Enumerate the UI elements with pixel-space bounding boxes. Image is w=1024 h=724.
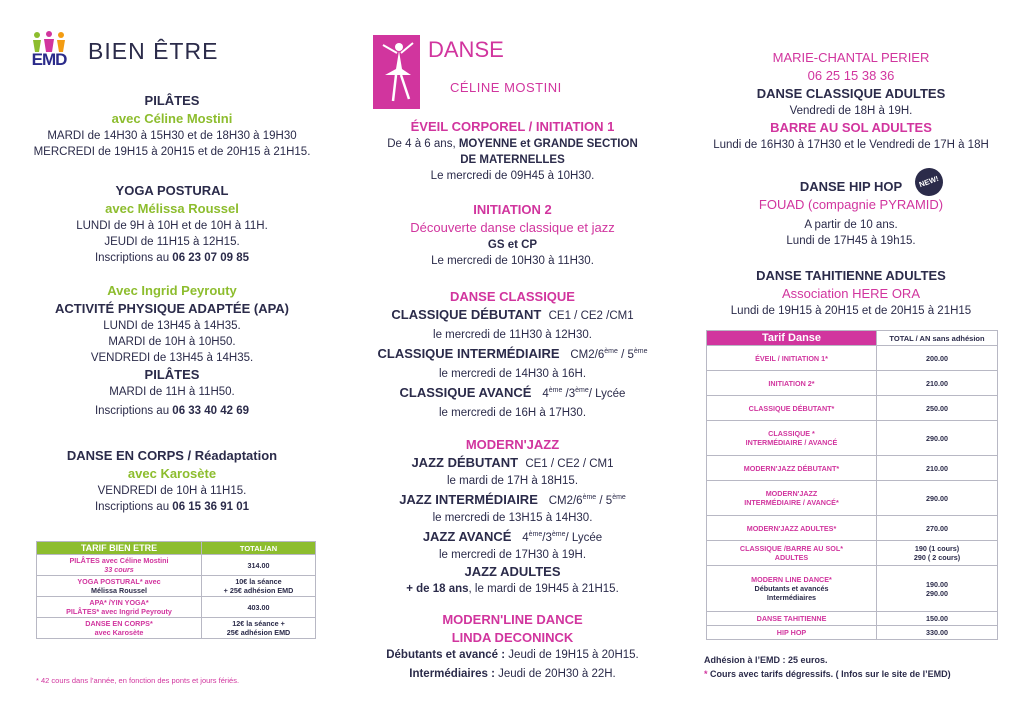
row-value: 290.00 <box>926 433 948 443</box>
row-label: PILÂTES avec Céline Mostini <box>69 556 169 565</box>
level-name: JAZZ INTERMÉDIAIRE <box>399 491 538 507</box>
level-name: JAZZ AVANCÉ <box>422 528 512 544</box>
header-cell: TARIF BIEN ETRE <box>37 542 202 555</box>
barre-title: BARRE AU SOL ADULTES <box>770 120 932 135</box>
table-cell <box>877 421 998 456</box>
line-level: Intermédiaires : <box>409 668 495 680</box>
row-value: + 25€ adhésion EMD <box>223 586 294 595</box>
hiphop-title: DANSE HIP HOP <box>799 179 903 194</box>
init2-line2: Le mercredi de 10H30 à 11H30. <box>431 255 594 267</box>
table-cell <box>877 481 998 516</box>
ballerina-logo <box>373 35 420 109</box>
row-label: MODERN'JAZZ ADULTES* <box>746 523 837 533</box>
table-row <box>707 456 998 481</box>
header-cell: TOTAL / AN sans adhésion <box>877 331 998 346</box>
table-row <box>707 566 998 612</box>
table-cell <box>707 456 877 481</box>
grade-part: /3 <box>562 387 576 400</box>
table-cell <box>877 371 998 396</box>
grade-part: / 5 <box>596 494 613 507</box>
adhesion: Adhésion à l’EMD : 25 euros. <box>704 655 828 665</box>
row-sub: Mélissa Roussel <box>91 586 147 595</box>
apa-phone[interactable]: 06 33 40 42 69 <box>172 405 250 417</box>
eveil-line2: DE MATERNELLES <box>460 154 565 166</box>
hiphop-teacher: FOUAD (compagnie PYRAMID) <box>758 197 944 212</box>
tarif-danse-table <box>706 330 998 640</box>
level-grades: CE1 / CE2 /CM1 <box>548 310 634 322</box>
row-label: INTERMÉDIAIRE / AVANCÉ* <box>744 498 839 507</box>
table-row <box>37 618 316 639</box>
table-cell <box>877 612 998 626</box>
table-row <box>707 626 998 640</box>
row-sub: PILÂTES* avec Ingrid Peyrouty <box>66 607 172 616</box>
table-cell <box>707 421 877 456</box>
jazz-deb-time: le mardi de 17H à 18H15. <box>446 475 579 487</box>
row-label: Intermédiaires <box>766 593 817 602</box>
table-row <box>707 421 998 456</box>
grade-sup: ème <box>604 348 618 355</box>
level-name: JAZZ DÉBUTANT <box>411 455 519 470</box>
table-row <box>37 576 316 597</box>
hiphop-line2: Lundi de 17H45 à 19h15. <box>786 235 916 247</box>
jazz-int <box>350 489 675 510</box>
apa-block <box>22 282 322 419</box>
apa-inscription <box>22 403 322 419</box>
pilates-line1: MARDI de 14H30 à 15H30 et de 18H30 à 19H30 <box>47 130 297 142</box>
row-label: CLASSIQUE * <box>768 429 815 438</box>
line-teacher: LINDA DECONINCK <box>451 630 574 645</box>
row-value: 270.00 <box>926 523 948 533</box>
line-level: Débutants et avancé : <box>386 649 506 661</box>
grade-sup: ème <box>528 530 543 538</box>
row-value: 210.00 <box>926 463 948 473</box>
table-row <box>37 597 316 618</box>
ballerina-icon <box>373 35 420 109</box>
grade-sup: ème <box>612 494 626 501</box>
line-time: Jeudi de 19H15 à 20H15. <box>505 649 639 661</box>
jazz-title: MODERN'JAZZ <box>465 437 560 452</box>
line-row1 <box>350 647 675 663</box>
grade-sup: ème <box>548 386 563 394</box>
table-cell <box>37 555 202 576</box>
row-value: 25€ adhésion EMD <box>226 628 291 637</box>
init2-line1: GS et CP <box>487 239 538 251</box>
tahiti-line: Lundi de 19H15 à 20H15 et de 20H15 à 21H15 <box>730 305 972 317</box>
jazz-deb <box>350 454 675 473</box>
table-cell <box>877 396 998 421</box>
apa-title: ACTIVITÉ PHYSIQUE ADAPTÉE (APA) <box>54 301 290 316</box>
level-grades <box>549 495 626 507</box>
grade-part: CM2/6 <box>548 494 583 507</box>
grade-sup: ème <box>582 494 597 501</box>
row-value: 200.00 <box>926 353 948 363</box>
corps-phone[interactable]: 06 15 36 91 01 <box>172 501 250 513</box>
yoga-title: YOGA POSTURAL <box>115 183 229 198</box>
classique-deb <box>350 306 675 325</box>
grade-part: / Lycée <box>565 531 603 544</box>
row-label: DANSE TAHITIENNE <box>756 614 827 623</box>
level-grades <box>542 388 625 400</box>
table-row <box>707 346 998 371</box>
corps-inscription <box>22 499 322 515</box>
section-title: DANSE <box>428 37 504 62</box>
row-value: 210.00 <box>926 378 948 388</box>
grade-sup: ème <box>575 386 589 394</box>
teacher-name: MARIE-CHANTAL PERIER <box>772 50 930 65</box>
emd-logo <box>30 30 68 72</box>
row-value: 290.00 <box>926 588 948 598</box>
eveil-age: De 4 à 6 ans, <box>387 138 456 150</box>
jazz-int-time: le mercredi de 13H15 à 14H30. <box>432 511 593 524</box>
level-name: CLASSIQUE INTERMÉDIAIRE <box>377 345 560 361</box>
table-cell <box>707 396 877 421</box>
row-sub: avec Karosète <box>94 628 144 637</box>
yoga-phone[interactable]: 06 23 07 09 85 <box>172 252 250 264</box>
eveil-block <box>350 118 675 184</box>
jazz-adultes: JAZZ ADULTES <box>464 563 561 579</box>
row-value: 12€ la séance + <box>232 619 285 628</box>
row-label: YOGA POSTURAL* avec <box>77 577 161 586</box>
table-cell: 403.00 <box>202 597 316 618</box>
row-value: 10€ la séance <box>235 577 282 586</box>
row-label: HIP HOP <box>776 628 807 637</box>
init2-title: INITIATION 2 <box>473 202 552 217</box>
grade-sup: ème <box>551 530 566 538</box>
classique-deb-time: le mercredi de 11H30 à 12H30. <box>433 329 592 341</box>
yoga-line2: JEUDI de 11H15 à 12H15. <box>104 236 240 248</box>
grade-sup: ème <box>633 348 648 355</box>
yoga-inscription <box>22 250 322 266</box>
table-cell <box>707 541 877 566</box>
row-label: MODERN'JAZZ DÉBUTANT* <box>743 463 840 473</box>
level-name: CLASSIQUE AVANCÉ <box>399 384 532 400</box>
grade-part: /3 <box>542 531 552 544</box>
note-star: * <box>704 669 708 679</box>
jazz-av <box>350 526 675 547</box>
row-value: 190.00 <box>926 579 948 589</box>
yoga-teacher: avec Mélissa Roussel <box>105 201 239 216</box>
eveil-line3: Le mercredi de 09H45 à 10H30. <box>430 170 595 182</box>
level-grades: CE1 / CE2 / CM1 <box>525 458 614 470</box>
table-cell <box>707 371 877 396</box>
grade-part: 4 <box>542 387 549 400</box>
table-row <box>707 541 998 566</box>
yoga-line1: LUNDI de 9H à 10H et de 10H à 11H. <box>76 220 268 232</box>
table-cell <box>202 576 316 597</box>
tahiti-block <box>690 267 1012 319</box>
row-label: ÉVEIL / INITIATION 1* <box>755 353 828 363</box>
row-value: 190 (1 cours) <box>914 544 960 553</box>
row-label: Débutants et avancés <box>754 584 829 593</box>
tarif-note <box>704 668 951 681</box>
footnote: * 42 cours dans l’année, en fonction des ponts et jours fériés. <box>36 676 240 685</box>
inscription-label: Inscriptions au <box>94 252 170 264</box>
classique-int <box>350 343 675 364</box>
classique-int-time: le mercredi de 14H30 à 16H. <box>438 367 587 380</box>
new-badge: NEW! <box>911 164 947 200</box>
jazz-adultes-time <box>350 581 675 597</box>
classique-adultes-line: Vendredi de 18H à 19H. <box>789 105 913 117</box>
row-value: 290 ( 2 cours) <box>913 553 961 562</box>
table-cell <box>877 346 998 371</box>
row-label: CLASSIQUE /BARRE AU SOL* <box>739 544 844 553</box>
line-title: MODERN'LINE DANCE <box>442 612 583 627</box>
table-row <box>37 555 316 576</box>
barre-line: Lundi de 16H30 à 17H30 et le Vendredi de 17H à 18H <box>713 139 989 151</box>
header-cell: Tarif Danse <box>707 331 877 346</box>
table-cell <box>707 626 877 640</box>
row-label: INTERMÉDIAIRE / AVANCÉ <box>745 438 838 447</box>
perier-block <box>690 49 1012 153</box>
pilates-title: PILÂTES <box>144 93 200 108</box>
apa-teacher: Avec Ingrid Peyrouty <box>107 283 237 298</box>
table-header <box>37 542 316 555</box>
table-row <box>707 481 998 516</box>
apa-pilates-title: PILÂTES <box>144 367 200 382</box>
level-grades <box>522 532 602 544</box>
table-cell <box>877 566 998 612</box>
table-cell <box>37 576 202 597</box>
corps-teacher: avec Karosète <box>127 466 217 481</box>
row-value: 330.00 <box>926 628 948 637</box>
jazz-av-time: le mercredi de 17H30 à 19H. <box>438 548 587 561</box>
header-cell: TOTAL/AN <box>202 542 316 555</box>
inscription-label: Inscriptions au <box>94 405 170 417</box>
eveil-line1 <box>350 136 675 152</box>
apa-line3: VENDREDI de 13H45 à 14H35. <box>90 352 254 364</box>
table-cell <box>37 597 202 618</box>
corps-title: DANSE EN CORPS / Réadaptation <box>66 448 278 463</box>
row-label: CLASSIQUE DÉBUTANT* <box>748 403 835 413</box>
adult-time: , le mardi de 19H45 à 21H15. <box>468 582 619 595</box>
table-cell <box>877 516 998 541</box>
note-text: Cours avec tarifs dégressifs. ( Infos sur le site de l’EMD) <box>707 669 951 679</box>
table-cell <box>707 516 877 541</box>
classique-block <box>350 288 675 421</box>
apa-line2: MARDI de 10H à 10H50. <box>108 336 236 348</box>
table-row <box>707 612 998 626</box>
teacher-phone[interactable]: 06 25 15 38 36 <box>807 68 895 83</box>
row-label: MODERN'JAZZ <box>765 489 818 498</box>
corps-line1: VENDREDI de 10H à 11H15. <box>97 485 247 497</box>
table-row <box>707 516 998 541</box>
line-dance-block <box>350 611 675 682</box>
inscription-label: Inscriptions au <box>94 501 170 513</box>
apa-line4: MARDI de 11H à 11H50. <box>109 386 235 398</box>
classique-adultes-title: DANSE CLASSIQUE ADULTES <box>756 86 946 101</box>
table-cell <box>877 541 998 566</box>
table-header <box>707 331 998 346</box>
row-value: 150.00 <box>926 614 948 623</box>
adult-age: + de 18 ans <box>406 582 469 595</box>
eveil-title: ÉVEIL CORPOREL / INITIATION 1 <box>410 119 615 134</box>
hiphop-block <box>690 178 1012 249</box>
row-sub: 33 cours <box>104 565 134 574</box>
apa-line1: LUNDI de 13H45 à 14H35. <box>103 320 241 332</box>
table-row <box>707 396 998 421</box>
row-label: ADULTES <box>774 553 809 562</box>
table-cell <box>877 456 998 481</box>
row-label: APA* /YIN YOGA* <box>89 598 149 607</box>
hiphop-line1: A partir de 10 ans. <box>804 219 898 231</box>
tarif-body <box>707 346 998 640</box>
table-row <box>707 371 998 396</box>
section-title: BIEN ÊTRE <box>88 38 219 64</box>
yoga-block <box>22 182 322 266</box>
pilates-teacher: avec Céline Mostini <box>111 111 233 126</box>
logo-text: EMD <box>31 50 67 69</box>
pilates-line2: MERCREDI de 19H15 à 20H15 et de 20H15 à 21H15. <box>33 146 311 158</box>
line-row2 <box>350 666 675 682</box>
table-cell <box>707 612 877 626</box>
line-time: Jeudi de 20H30 à 22H. <box>494 668 616 680</box>
table-cell <box>877 626 998 640</box>
table-cell: 314.00 <box>202 555 316 576</box>
table-cell <box>707 481 877 516</box>
row-label: DANSE EN CORPS* <box>85 619 153 628</box>
row-label: MODERN LINE DANCE* <box>751 575 832 584</box>
level-name: CLASSIQUE DÉBUTANT <box>391 307 542 322</box>
corps-block <box>22 447 322 515</box>
table-cell <box>37 618 202 639</box>
row-value: 290.00 <box>926 493 948 503</box>
initiation2-block <box>350 201 675 269</box>
eveil-level: MOYENNE et GRANDE SECTION <box>458 138 638 150</box>
table-cell <box>707 566 877 612</box>
row-label: INITIATION 2* <box>768 378 815 388</box>
classique-av <box>350 382 675 403</box>
pilates-block <box>22 92 322 160</box>
grade-part: 4 <box>522 531 529 544</box>
table-cell <box>707 346 877 371</box>
classique-av-time: le mercredi de 16H à 17H30. <box>438 406 587 419</box>
level-grades <box>570 349 647 361</box>
row-value: 250.00 <box>926 403 948 413</box>
danse-teacher: CÉLINE MOSTINI <box>450 80 562 95</box>
jazz-block <box>350 436 675 597</box>
classique-title: DANSE CLASSIQUE <box>450 289 575 304</box>
tahiti-title: DANSE TAHITIENNE ADULTES <box>756 268 946 283</box>
grade-part: CM2/6 <box>570 348 605 361</box>
grade-part: / Lycée <box>588 387 626 400</box>
tarif-bien-etre-table <box>36 541 316 639</box>
table-cell <box>202 618 316 639</box>
tahiti-assoc: Association HERE ORA <box>782 286 920 301</box>
init2-sub: Découverte danse classique et jazz <box>410 220 615 235</box>
grade-part: / 5 <box>617 348 634 361</box>
